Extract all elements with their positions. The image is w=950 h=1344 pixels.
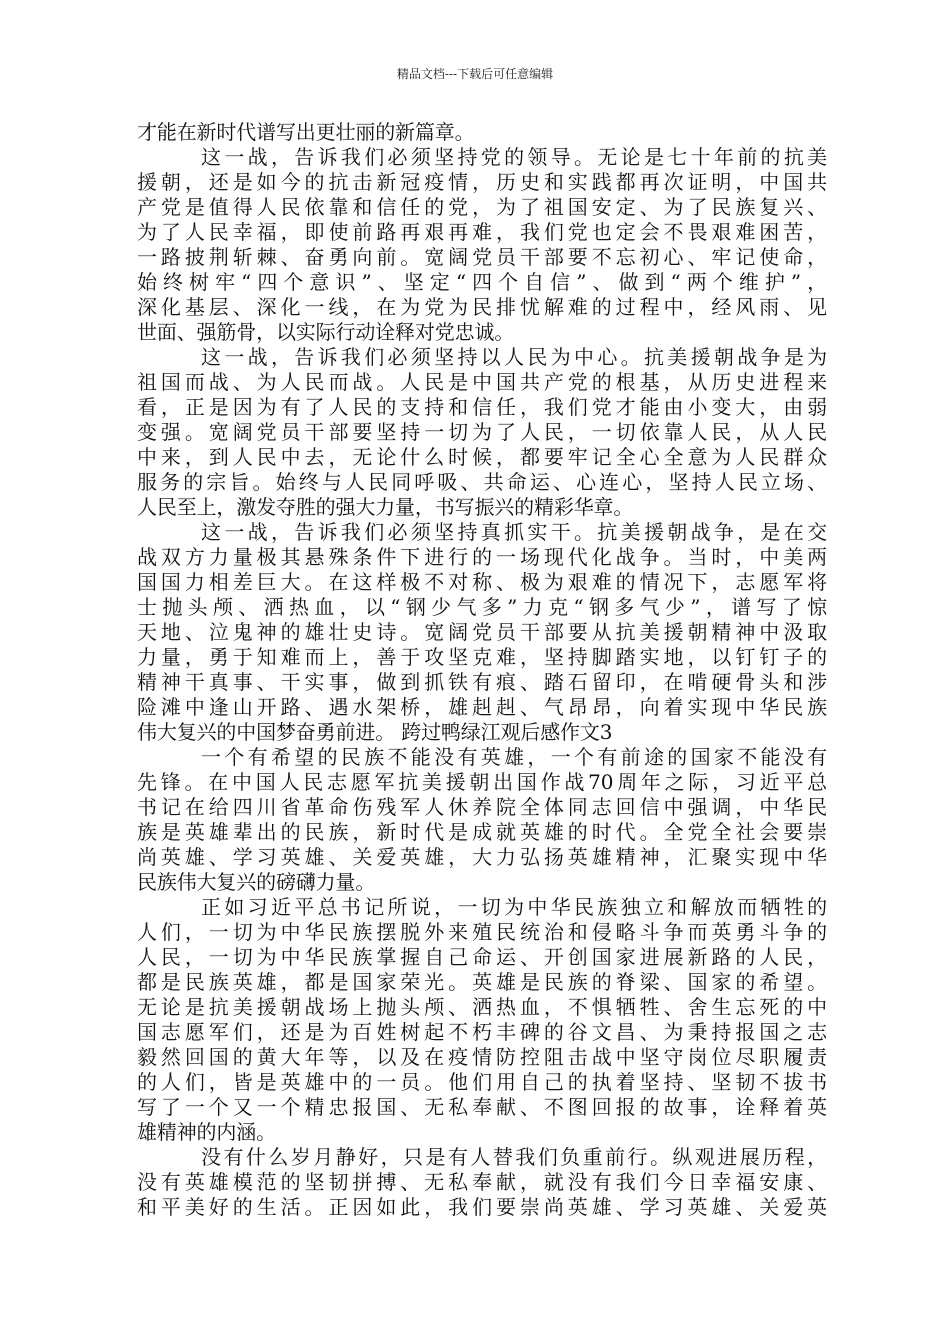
text-line: 产党是值得人民依靠和信任的党，为了祖国安定、为了民族复兴、 (137, 195, 827, 219)
text-line: 民族伟大复兴的磅礴力量。 (137, 870, 376, 894)
text-line: 援朝，还是如今的抗击新冠疫情，历史和实践都再次证明，中国共 (137, 170, 827, 194)
text-line: 伟大复兴的中国梦奋勇前进。 跨过鸭绿江观后感作文3 (137, 720, 613, 744)
text-line: 国国力相差巨大。在这样极不对称、极为艰难的情况下，志愿军将 (137, 570, 827, 594)
text-line: 这一战，告诉我们必须坚持以人民为中心。抗美援朝战争是为 (201, 345, 827, 369)
document-body (137, 120, 827, 1220)
text-line: 为了人民幸福，即使前路再艰再难，我们党也定会不畏艰难困苦， (137, 220, 827, 244)
text-line: 人民，一切为中华民族掌握自己命运、开创国家进展新路的人民， (137, 945, 827, 969)
text-line: 一路披荆斩棘、奋勇向前。宽阔党员干部要不忘初心、牢记使命， (137, 245, 827, 269)
text-line: 人们，一切为中华民族摆脱外来殖民统治和侵略斗争而英勇斗争的 (137, 920, 827, 944)
text-line: 这一战，告诉我们必须坚持真抓实干。抗美援朝战争，是在交 (201, 520, 827, 544)
text-line: 正如习近平总书记所说，一切为中华民族独立和解放而牺牲的 (201, 895, 827, 919)
text-line: 服务的宗旨。始终与人民同呼吸、共命运、心连心，坚持人民立场、 (137, 470, 827, 494)
text-line: 变强。宽阔党员干部要坚持一切为了人民，一切依靠人民，从人民 (137, 420, 827, 444)
text-line: 战双方力量极其悬殊条件下进行的一场现代化战争。当时，中美两 (137, 545, 827, 569)
text-line: 天地、泣鬼神的雄壮史诗。宽阔党员干部要从抗美援朝精神中汲取 (137, 620, 827, 644)
text-line: 中来，到人民中去，无论什么时候，都要牢记全心全意为人民群众 (137, 445, 827, 469)
text-line: 人民至上，激发夺胜的强大力量，书写振兴的精彩华章。 (137, 495, 634, 519)
text-line: 无论是抗美援朝战场上抛头颅、洒热血，不惧牺牲、舍生忘死的中 (137, 995, 827, 1019)
text-line: 这一战，告诉我们必须坚持党的领导。无论是七十年前的抗美 (201, 145, 827, 169)
text-line: 才能在新时代谱写出更壮丽的新篇章。 (137, 120, 475, 144)
text-line: 族是英雄辈出的民族，新时代是成就英雄的时代。全党全社会要崇 (137, 820, 827, 844)
text-line: 士抛头颅、洒热血，以“钢少气多”力克“钢多气少”，谱写了惊 (137, 595, 827, 619)
text-line: 的人们，皆是英雄中的一员。他们用自己的执着坚持、坚韧不拔书 (137, 1070, 827, 1094)
text-line: 一个有希望的民族不能没有英雄，一个有前途的国家不能没有 (201, 745, 827, 769)
text-line: 力量，勇于知难而上，善于攻坚克难，坚持脚踏实地，以钉钉子的 (137, 645, 827, 669)
text-line: 始终树牢“四个意识”、坚定“四个自信”、做到“两个维护”， (137, 270, 827, 294)
text-line: 毅然回国的黄大年等，以及在疫情防控阻击战中坚守岗位尽职履责 (137, 1045, 827, 1069)
text-line: 深化基层、深化一线，在为党为民排忧解难的过程中，经风雨、见 (137, 295, 827, 319)
text-line: 没有什么岁月静好，只是有人替我们负重前行。纵观进展历程， (201, 1145, 827, 1169)
text-line: 书记在给四川省革命伤残军人休养院全体同志回信中强调，中华民 (137, 795, 827, 819)
text-line: 世面、强筋骨，以实际行动诠释对党忠诚。 (137, 320, 515, 344)
text-line: 没有英雄模范的坚韧拼搏、无私奉献，就没有我们今日幸福安康、 (137, 1170, 827, 1194)
text-line: 雄精神的内涵。 (137, 1120, 276, 1144)
text-line: 和平美好的生活。正因如此，我们要崇尚英雄、学习英雄、关爱英 (137, 1195, 827, 1219)
text-line: 都是民族英雄，都是国家荣光。英雄是民族的脊梁、国家的希望。 (137, 970, 827, 994)
text-line: 写了一个又一个精忠报国、无私奉献、不图回报的故事，诠释着英 (137, 1095, 827, 1119)
text-line: 国志愿军们，还是为百姓树起不朽丰碑的谷文昌、为秉持报国之志 (137, 1020, 827, 1044)
text-line: 精神干真事、干实事，做到抓铁有痕、踏石留印，在啃硬骨头和涉 (137, 670, 827, 694)
text-line: 祖国而战、为人民而战。人民是中国共产党的根基，从历史进程来 (137, 370, 827, 394)
text-line: 尚英雄、学习英雄、关爱英雄，大力弘扬英雄精神，汇聚实现中华 (137, 845, 827, 869)
page-header: 精品文档---下载后可任意编辑 (396, 67, 554, 81)
text-line: 看，正是因为有了人民的支持和信任，我们党才能由小变大，由弱 (137, 395, 827, 419)
text-line: 险滩中逢山开路、遇水架桥，雄赳赳、气昂昂，向着实现中华民族 (137, 695, 827, 719)
text-line: 先锋。在中国人民志愿军抗美援朝出国作战70周年之际，习近平总 (137, 770, 827, 794)
